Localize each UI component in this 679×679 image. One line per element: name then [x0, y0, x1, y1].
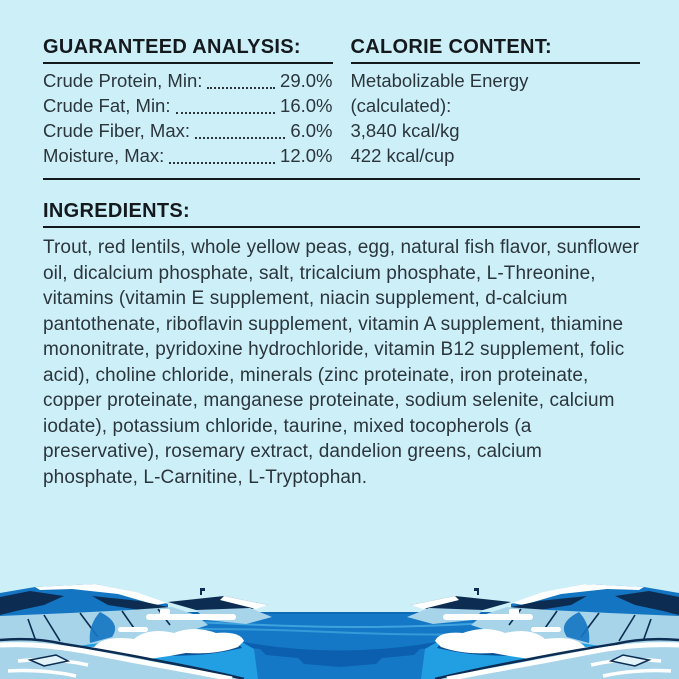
calorie-content-lines [351, 68, 641, 168]
analysis-label: Crude Fiber, Max: [43, 120, 191, 141]
analysis-row-crude-protein [43, 68, 333, 93]
analysis-row-crude-fat [43, 93, 333, 118]
guaranteed-analysis-section [43, 36, 333, 168]
analysis-value: 12.0% [280, 145, 333, 166]
analysis-row-moisture [43, 143, 333, 168]
analysis-value: 16.0% [280, 95, 333, 116]
dotted-leader [195, 137, 285, 139]
label-content [43, 36, 640, 490]
analysis-label: Moisture, Max: [43, 145, 165, 166]
calorie-line-kcal-cup: 422 kcal/cup [350, 145, 455, 166]
calorie-content-section [351, 36, 641, 168]
analysis-row-crude-fiber [43, 118, 333, 143]
analysis-label: Crude Protein, Min: [43, 70, 203, 91]
section-divider [43, 178, 640, 180]
calorie-line-kcal-kg: 3,840 kcal/kg [350, 120, 460, 141]
analysis-label: Crude Fat, Min: [43, 95, 171, 116]
calorie-content-title: CALORIE CONTENT: [351, 36, 641, 64]
analysis-value: 6.0% [290, 120, 333, 141]
calorie-line-calculated: (calculated): [350, 95, 452, 116]
ingredients-text: Trout, red lentils, whole yellow peas, egg, natural fish flavor, sunflower oil, dicalcium phosphate, salt, tricalcium phosphate, L-Threonine, vitamins (vitamin E supplement, niacin supplement, d-calcium pantothenate, riboflavin supplement, vitamin A supplement, thiamine mononitrate, pyridoxine hydrochloride, vitamin B12 supplement, folic acid), choline chloride, minerals (zinc proteinate, iron proteinate, copper proteinate, manganese proteinate, sodium selenite, calcium iodate), potassium chloride, taurine, mixed tocopherols (a preservative), rosemary extract, dandelion greens, calcium phosphate, L-Carnitine, L-Tryptophan. [43, 237, 639, 488]
analysis-calorie-columns [43, 36, 640, 168]
dotted-leader [207, 87, 275, 89]
calorie-line-energy: Metabolizable Energy [350, 70, 529, 91]
guaranteed-analysis-title: GUARANTEED ANALYSIS: [43, 36, 333, 64]
ingredients-title: INGREDIENTS: [43, 200, 640, 228]
arctic-ocean-illustration [0, 583, 679, 679]
dotted-leader [169, 162, 275, 164]
analysis-value: 29.0% [280, 70, 333, 91]
ingredients-section [43, 200, 640, 490]
guaranteed-analysis-table [43, 68, 333, 168]
dotted-leader [176, 112, 276, 114]
